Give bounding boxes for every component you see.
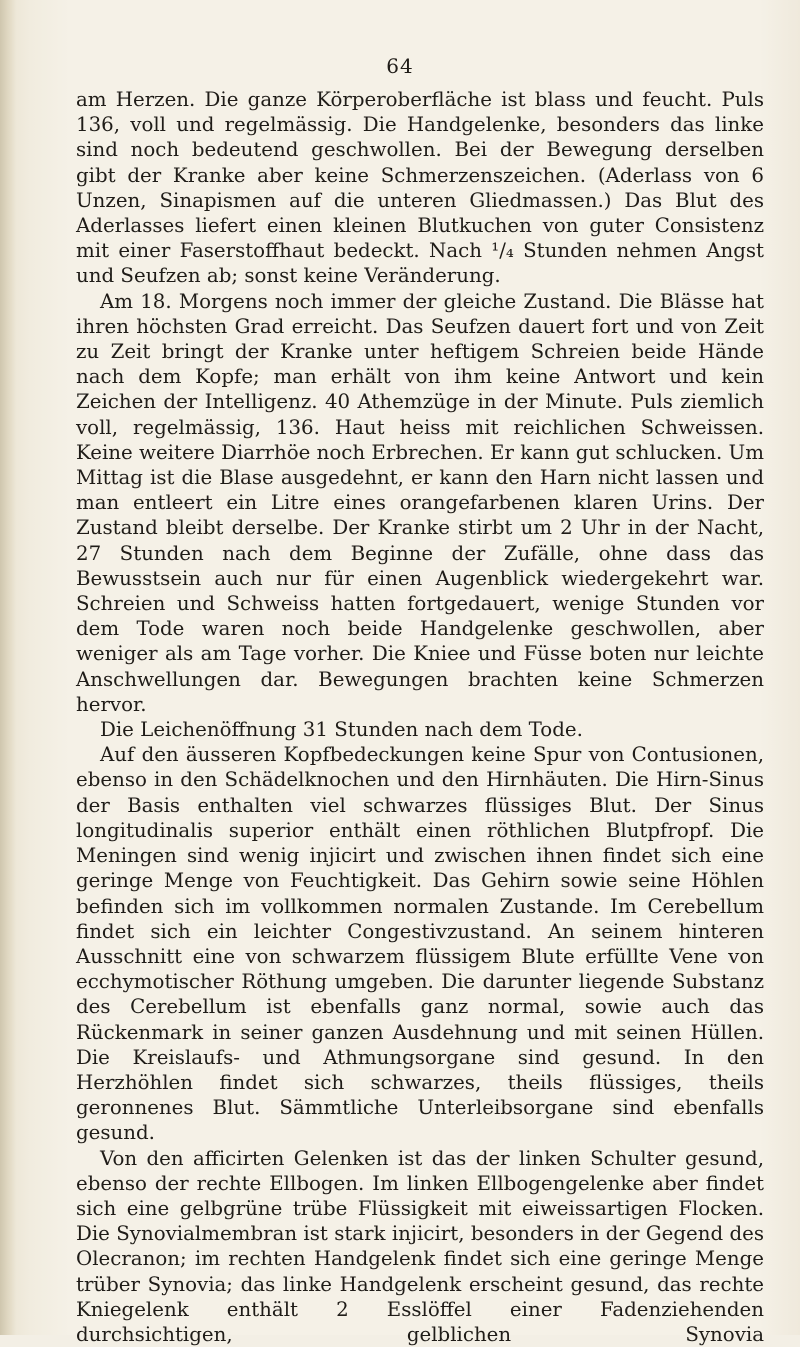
paragraph-2: Am 18. Morgens noch immer der gleiche Zustand. Die Blässe hat ihren höchsten Grad erreicht. Das Seufzen dauert fort und von Zeit zu Zeit bringt der Kranke unter heftigem Schreien beide Hände nach dem Kopfe; man erhält von ihm keine Antwort und kein Zeichen der Intelligenz. 40 Athemzüge in der Minute. Puls ziemlich voll, regelmässig, 136. Haut heiss mit reichlichen Schweissen. Keine weitere Diarrhöe noch Erbrechen. Er kann gut schlucken. Um Mittag ist die Blase ausgedehnt, er kann den Harn nicht lassen und man entleert ein Litre eines orangefarbenen klaren Urins. Der Zustand bleibt derselbe. Der Kranke stirbt um 2 Uhr in der Nacht, 27 Stunden nach dem Beginne der Zufälle, ohne dass das Bewusstsein auch nur für einen Augenblick wiedergekehrt war. Schreien und Schweiss hatten fortgedauert, wenige Stunden vor dem Tode waren noch beide Handgelenke geschwollen, aber weniger als am Tage vorher. Die Kniee und Füsse boten nur leichte Anschwellungen dar. Bewegungen brachten keine Schmerzen hervor.	[76, 289, 764, 716]
page-body-text	[76, 87, 764, 1347]
paragraph-4: Auf den äusseren Kopfbedeckungen keine Spur von Contusionen, ebenso in den Schädelknochen und den Hirnhäuten. Die Hirn-Sinus der Basis enthalten viel schwarzes flüssiges Blut. Der Sinus longitudinalis superior enthält einen röthlichen Blutpfropf. Die Meningen sind wenig injicirt und zwischen ihnen findet sich eine geringe Menge von Feuchtigkeit. Das Gehirn sowie seine Höhlen befinden sich im vollkommen normalen Zustande. Im Cerebellum findet sich ein leichter Congestivzustand. An seinem hinteren Ausschnitt eine von schwarzem flüssigem Blute erfüllte Vene von ecchymotischer Röthung umgeben. Die darunter liegende Substanz des Cerebellum ist ebenfalls ganz normal, sowie auch das Rückenmark in seiner ganzen Ausdehnung und mit seinen Hüllen. Die Kreislaufs- und Athmungsorgane sind gesund. In den Herzhöhlen findet sich schwarzes, theils flüssiges, theils geronnenes Blut. Sämmtliche Unterleibsorgane sind ebenfalls gesund.	[76, 743, 764, 1145]
paragraph-5: Von den afficirten Gelenken ist das der linken Schulter gesund, ebenso der rechte Ellbogen. Im linken Ellbogengelenke aber findet sich eine gelbgrüne trübe Flüssigkeit mit eiweissartigen Flocken. Die Synovialmembran ist stark injicirt, besonders in der Gegend des Olecranon; im rechten Handgelenk findet sich eine geringe Menge trüber Synovia; das linke Handgelenk erscheint gesund, das rechte Kniegelenk enthält 2 Esslöffel einer Fadenziehenden durchsichtigen, gelblichen Synovia	[76, 1146, 764, 1346]
page-binding-edge	[0, 0, 16, 1335]
paragraph-1: am Herzen. Die ganze Körperoberfläche ist blass und feucht. Puls 136, voll und regelmässig. Die Handgelenke, besonders das linke sind noch bedeutend geschwollen. Bei der Bewegung derselben gibt der Kranke aber keine Schmerzenszeichen. (Aderlass von 6 Unzen, Sinapismen auf die unteren Gliedmassen.) Das Blut des Aderlasses liefert einen kleinen Blutkuchen von guter Consistenz mit einer Faserstoffhaut bedeckt. Nach ¹/₄ Stunden nehmen Angst und Seufzen ab; sonst keine Veränderung.	[76, 88, 764, 288]
paragraph-3: Die Leichenöffnung 31 Stunden nach dem Tode.	[100, 718, 583, 742]
page-number: 64	[386, 54, 414, 78]
